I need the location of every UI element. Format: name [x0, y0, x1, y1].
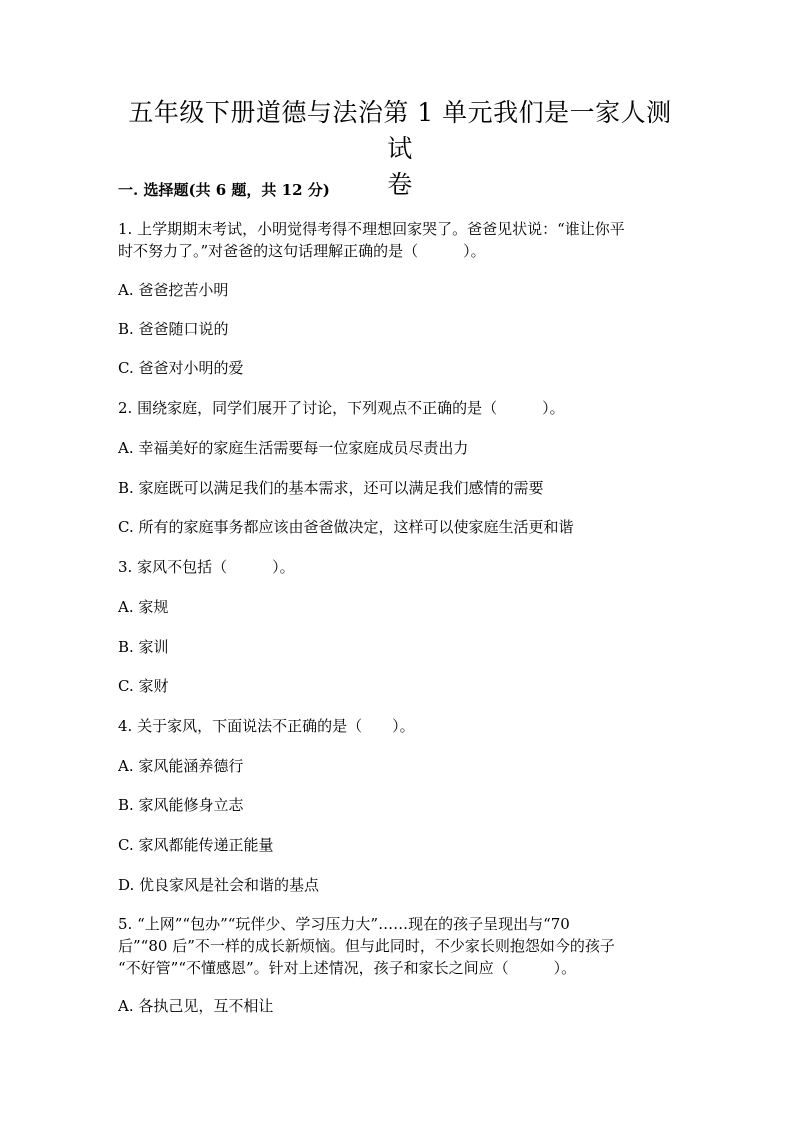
question-3-stem-line-1: 3. 家风不包括（ ）。 [118, 558, 295, 576]
question-4-option-a: A. 家风能涵养德行 [118, 757, 244, 775]
question-2-option-a: A. 幸福美好的家庭生活需要每一位家庭成员尽责出力 [118, 439, 469, 457]
title-line-1: 五年级下册道德与法治第 1 单元我们是一家人测试 [128, 98, 672, 163]
question-1-option-a: A. 爸爸挖苦小明 [118, 281, 229, 299]
question-5-stem-line-2: 后”“80 后”不一样的成长新烦恼。但与此同时，不少家长则抱怨如今的孩子 [118, 937, 615, 955]
question-3-option-c: C. 家财 [118, 677, 169, 695]
question-5-stem-line-1: 5. “上网”“包办”“玩伴少、学习压力大”……现在的孩子呈现出与“70 [118, 915, 570, 933]
question-4-stem-line-1: 4. 关于家风，下面说法不正确的是（ ）。 [118, 717, 415, 735]
question-1-option-b: B. 爸爸随口说的 [118, 320, 229, 338]
question-2-option-b: B. 家庭既可以满足我们的基本需求，还可以满足我们感情的需要 [118, 479, 544, 497]
question-3-option-a: A. 家规 [118, 598, 169, 616]
question-2-stem-line-1: 2. 围绕家庭，同学们展开了讨论，下列观点不正确的是（ ）。 [118, 399, 565, 417]
question-1-stem-line-2: 时不努力了。”对爸爸的这句话理解正确的是（ ）。 [118, 242, 486, 260]
question-1-option-c: C. 爸爸对小明的爱 [118, 359, 244, 377]
question-5-stem-line-3: “不好管”“不懂感恩”。针对上述情况，孩子和家长之间应（ ）。 [118, 959, 577, 977]
title-line-2: 卷 [387, 170, 413, 199]
question-1-stem-line-1: 1. 上学期期末考试，小明觉得考得不理想回家哭了。爸爸见状说：“谁让你平 [118, 220, 625, 238]
section-heading: 一. 选择题(共 6 题，共 12 分) [118, 181, 330, 199]
question-4-option-b: B. 家风能修身立志 [118, 796, 244, 814]
question-4-option-c: C. 家风都能传递正能量 [118, 836, 274, 854]
question-4-option-d: D. 优良家风是社会和谐的基点 [118, 876, 320, 894]
question-2-option-c: C. 所有的家庭事务都应该由爸爸做决定，这样可以使家庭生活更和谐 [118, 518, 574, 536]
question-5-option-a: A. 各执己见，互不相让 [118, 997, 274, 1015]
question-3-option-b: B. 家训 [118, 638, 169, 656]
